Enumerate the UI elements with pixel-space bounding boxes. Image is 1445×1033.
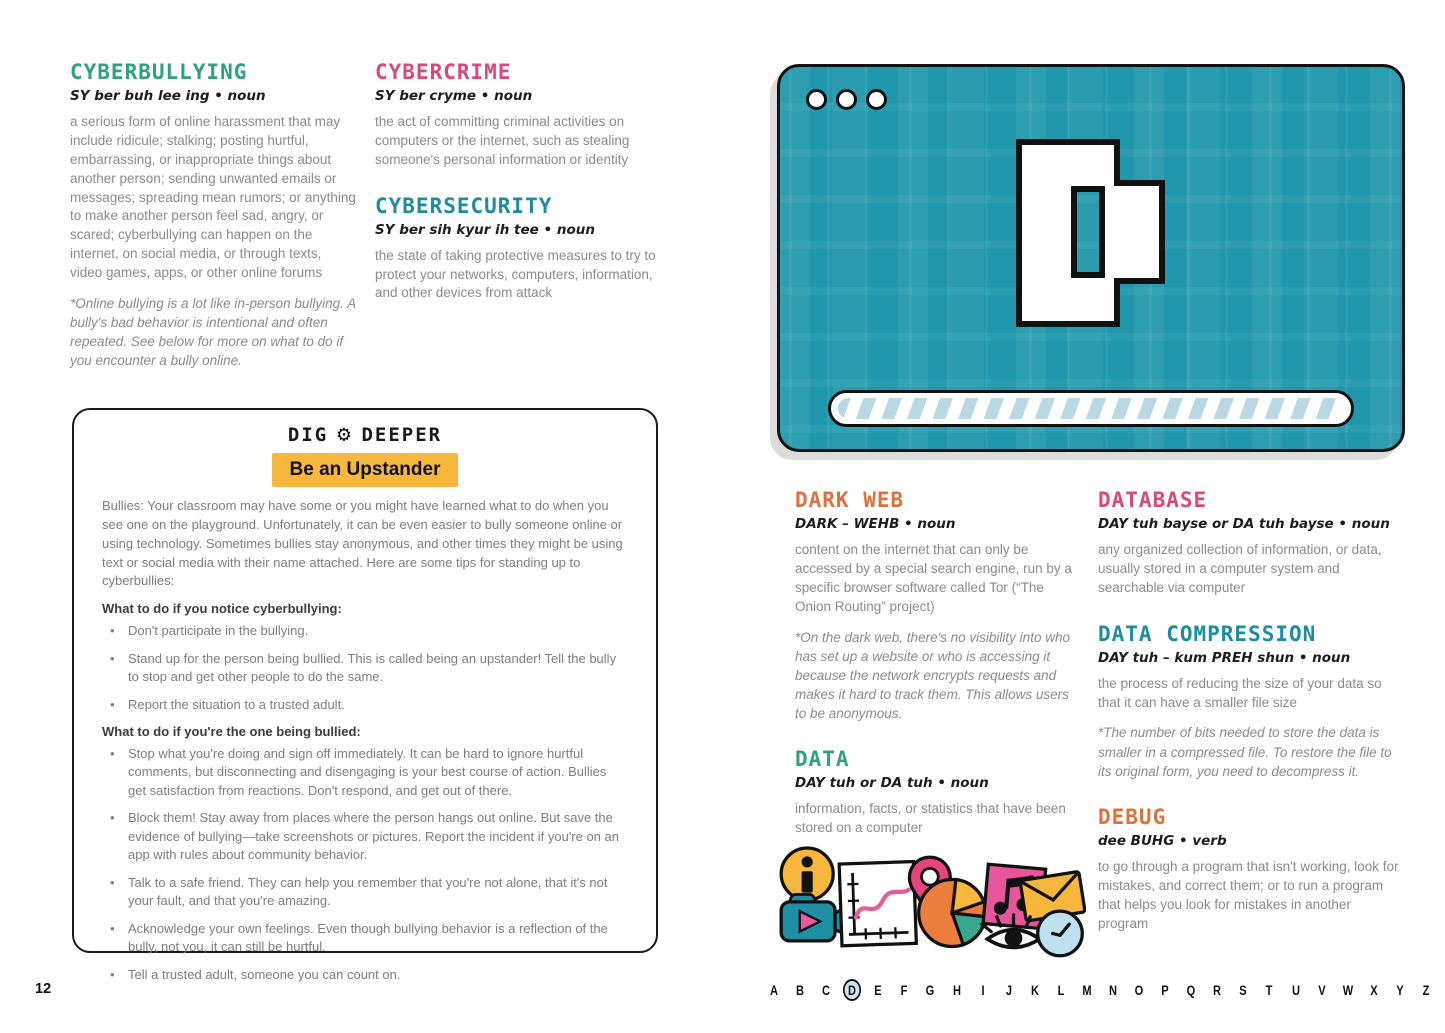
list-item: • Stand up for the person being bullied. This is called being an upstander! Tell the bully to stop and get other people to do the same. <box>102 650 628 687</box>
list-item: • Acknowledge your own feelings. Even though bullying behavior is a reflection of the bully, not you, it can still be hurtful. <box>102 920 628 957</box>
term-debug: DEBUG <box>1098 804 1167 829</box>
entry-data-compression <box>1098 621 1400 781</box>
alphabet-letter-u: U <box>1291 982 1300 998</box>
alphabet-letter-y: Y <box>1396 982 1404 998</box>
dig-section1-heading: What to do if you notice cyberbullying: <box>102 601 342 617</box>
alphabet-letter-o: O <box>1134 982 1144 998</box>
window-dot-icon <box>866 89 887 110</box>
term-cyberbullying: CYBERBULLYING <box>70 60 248 84</box>
dig-section2-list <box>102 745 628 984</box>
definition-data-compression: the process of reducing the size of your data so that it can have a smaller file size <box>1098 675 1382 710</box>
term-data-compression: DATA COMPRESSION <box>1098 621 1317 646</box>
list-item: • Don't participate in the bullying. <box>102 622 628 640</box>
pronunciation-cybercrime: SY ber cryme • noun <box>375 88 533 104</box>
alphabet-letter-q: Q <box>1186 982 1196 998</box>
list-item: • Stop what you're doing and sign off immediately. It can be hard to ignore hurtful comments, but disconnecting and disengaging is your best course of action. Bullies get satisfaction from reactions. Don't respond, and get out of there. <box>102 745 628 800</box>
term-cybersecurity: CYBERSECURITY <box>375 193 553 218</box>
definition-cyberbullying: a serious form of online harassment that may include ridicule; stalking; posting hurtful, embarrassing, or inappropriate things about another person; sending unwanted emails or messages; spreading mean rumors; or anything to make another person feel sad, angry, or scared; cyberbullying can happen on the internet, on social media, or through texts, video games, apps, or other online forums <box>70 114 356 281</box>
term-dark-web: DARK WEB <box>795 488 905 512</box>
pie-chart-icon <box>919 880 986 947</box>
dig-deeper-intro: Bullies: Your classroom may have some or you might have learned what to do when you see one on the playground. Unfortunately, it can be even easier to bully someone online or using technology. Sometimes bullies stay anonymous, and other times they might be using text or social media with their name attached. Here are some tips for standing up to cyberbullies: <box>102 498 623 589</box>
alphabet-letter-w: W <box>1342 982 1353 998</box>
alphabet-letter-x: X <box>1370 982 1378 998</box>
alphabet-letter-f: F <box>901 982 908 998</box>
pronunciation-debug: dee BUHG • verb <box>1098 832 1227 849</box>
definition-cybercrime: the act of committing criminal activities on computers or the internet, such as stealing someone's personal information or identity <box>375 114 630 167</box>
window-dots-icon <box>806 89 887 110</box>
definition-debug: to go through a program that isn't working, look for mistakes, and correct them; or to run a program that helps you look for mistakes in another program <box>1098 858 1399 931</box>
letter-d-illustration <box>1012 135 1170 331</box>
page-number: 12 <box>35 981 52 997</box>
alphabet-letter-m: M <box>1082 982 1092 998</box>
alphabet-letter-l: L <box>1057 982 1065 998</box>
pronunciation-cyberbullying: SY ber buh lee ing • noun <box>70 88 266 104</box>
media-icon-montage <box>770 840 1086 960</box>
note-dark-web: *On the dark web, there's no visibility into who has set up a website or who is accessing it because the network encrypts requests and makes it hard to track them. This allows users to be anonymous. <box>795 629 1070 722</box>
window-dot-icon <box>806 89 827 110</box>
entry-cybersecurity <box>375 193 657 304</box>
alphabet-letter-a: A <box>770 982 778 998</box>
term-database: DATABASE <box>1098 488 1208 512</box>
right-column-2 <box>1098 490 1400 959</box>
info-icon <box>781 848 833 900</box>
entry-cybercrime <box>375 62 657 170</box>
alphabet-letter-b: B <box>796 982 805 998</box>
alphabet-letter-r: R <box>1213 982 1222 998</box>
alphabet-letter-h: H <box>952 982 961 998</box>
entry-cyberbullying <box>70 62 356 371</box>
loading-bar <box>828 390 1354 427</box>
pronunciation-data-compression: DAY tuh – kum PREH shun • noun <box>1098 649 1351 666</box>
note-cyberbullying: *Online bullying is a lot like in-person bullying. A bully's bad behavior is intentional and often repeated. See below for more on what to do if you encounter a bully online. <box>70 296 356 369</box>
alphabet-letter-d: D <box>843 979 861 1001</box>
entry-debug <box>1098 804 1400 934</box>
dig-deeper-kicker-right: DEEPER <box>361 424 443 446</box>
alphabet-letter-s: S <box>1239 982 1248 998</box>
right-column-1 <box>795 490 1073 864</box>
list-item: • Tell a trusted adult, someone you can count on. <box>102 966 628 984</box>
alphabet-letter-e: E <box>874 982 883 998</box>
pronunciation-cybersecurity: SY ber sih kyur ih tee • noun <box>375 221 595 238</box>
alphabet-letter-v: V <box>1317 982 1326 998</box>
alphabet-letter-p: P <box>1161 982 1169 998</box>
alphabet-letter-z: Z <box>1422 982 1430 998</box>
pronunciation-data: DAY tuh or DA tuh • noun <box>795 775 989 792</box>
alphabet-letter-i: I <box>981 982 985 998</box>
note-data-compression: *The number of bits needed to store the data is smaller in a compressed file. To restore the file to its original form, you need to decompress it. <box>1098 725 1392 779</box>
alphabet-index <box>763 976 1437 1004</box>
list-item: • Report the situation to a trusted adult. <box>102 696 628 714</box>
definition-database: any organized collection of information, or data, usually stored in a computer system and searchable via computer <box>1098 542 1382 595</box>
definition-cybersecurity: the state of taking protective measures to try to protect your networks, computers, information, and other devices from attack <box>375 247 656 301</box>
term-cybercrime: CYBERCRIME <box>375 60 512 84</box>
entry-database <box>1098 490 1400 598</box>
browser-window-illustration <box>777 64 1405 452</box>
dig-section1-list <box>102 622 628 714</box>
dig-deeper-kicker <box>102 424 628 446</box>
alphabet-letter-n: N <box>1109 982 1118 998</box>
left-column-1 <box>70 62 356 397</box>
term-data: DATA <box>795 747 850 772</box>
gear-icon: ⚙ <box>337 422 353 447</box>
clock-icon <box>1038 911 1083 956</box>
definition-data: information, facts, or statistics that have been stored on a computer <box>795 801 1066 836</box>
alphabet-letter-t: T <box>1266 982 1273 998</box>
pronunciation-dark-web: DARK – WEHB • noun <box>795 516 956 532</box>
dig-deeper-kicker-left: DIG <box>287 424 329 446</box>
list-item: • Talk to a safe friend. They can help you remember that you're not alone, that it's not your fault, and that you're amazing. <box>102 874 628 911</box>
alphabet-letter-j: J <box>1005 982 1012 998</box>
alphabet-letter-c: C <box>822 982 831 998</box>
list-item: • Block them! Stay away from places where the person hangs out online. But save the evidence of bullying—take screenshots or pictures. Report the incident if you're on an app with rules about community behavior. <box>102 809 628 864</box>
pronunciation-database: DAY tuh bayse or DA tuh bayse • noun <box>1098 516 1390 532</box>
left-column-2 <box>375 62 657 329</box>
alphabet-letter-k: K <box>1030 982 1039 998</box>
loading-bar-stripes <box>838 398 1344 419</box>
dig-deeper-title: Be an Upstander <box>272 453 459 487</box>
alphabet-letter-g: G <box>926 982 935 998</box>
line-chart-icon <box>839 862 916 946</box>
definition-dark-web: content on the internet that can only be accessed by a special search engine, run by a specific browser software called Tor (“The Onion Routing” project) <box>795 542 1072 614</box>
dig-section2-heading: What to do if you're the one being bullied: <box>102 724 361 740</box>
entry-dark-web <box>795 490 1073 723</box>
dig-deeper-box <box>72 408 658 982</box>
entry-data <box>795 749 1073 838</box>
window-dot-icon <box>836 89 857 110</box>
